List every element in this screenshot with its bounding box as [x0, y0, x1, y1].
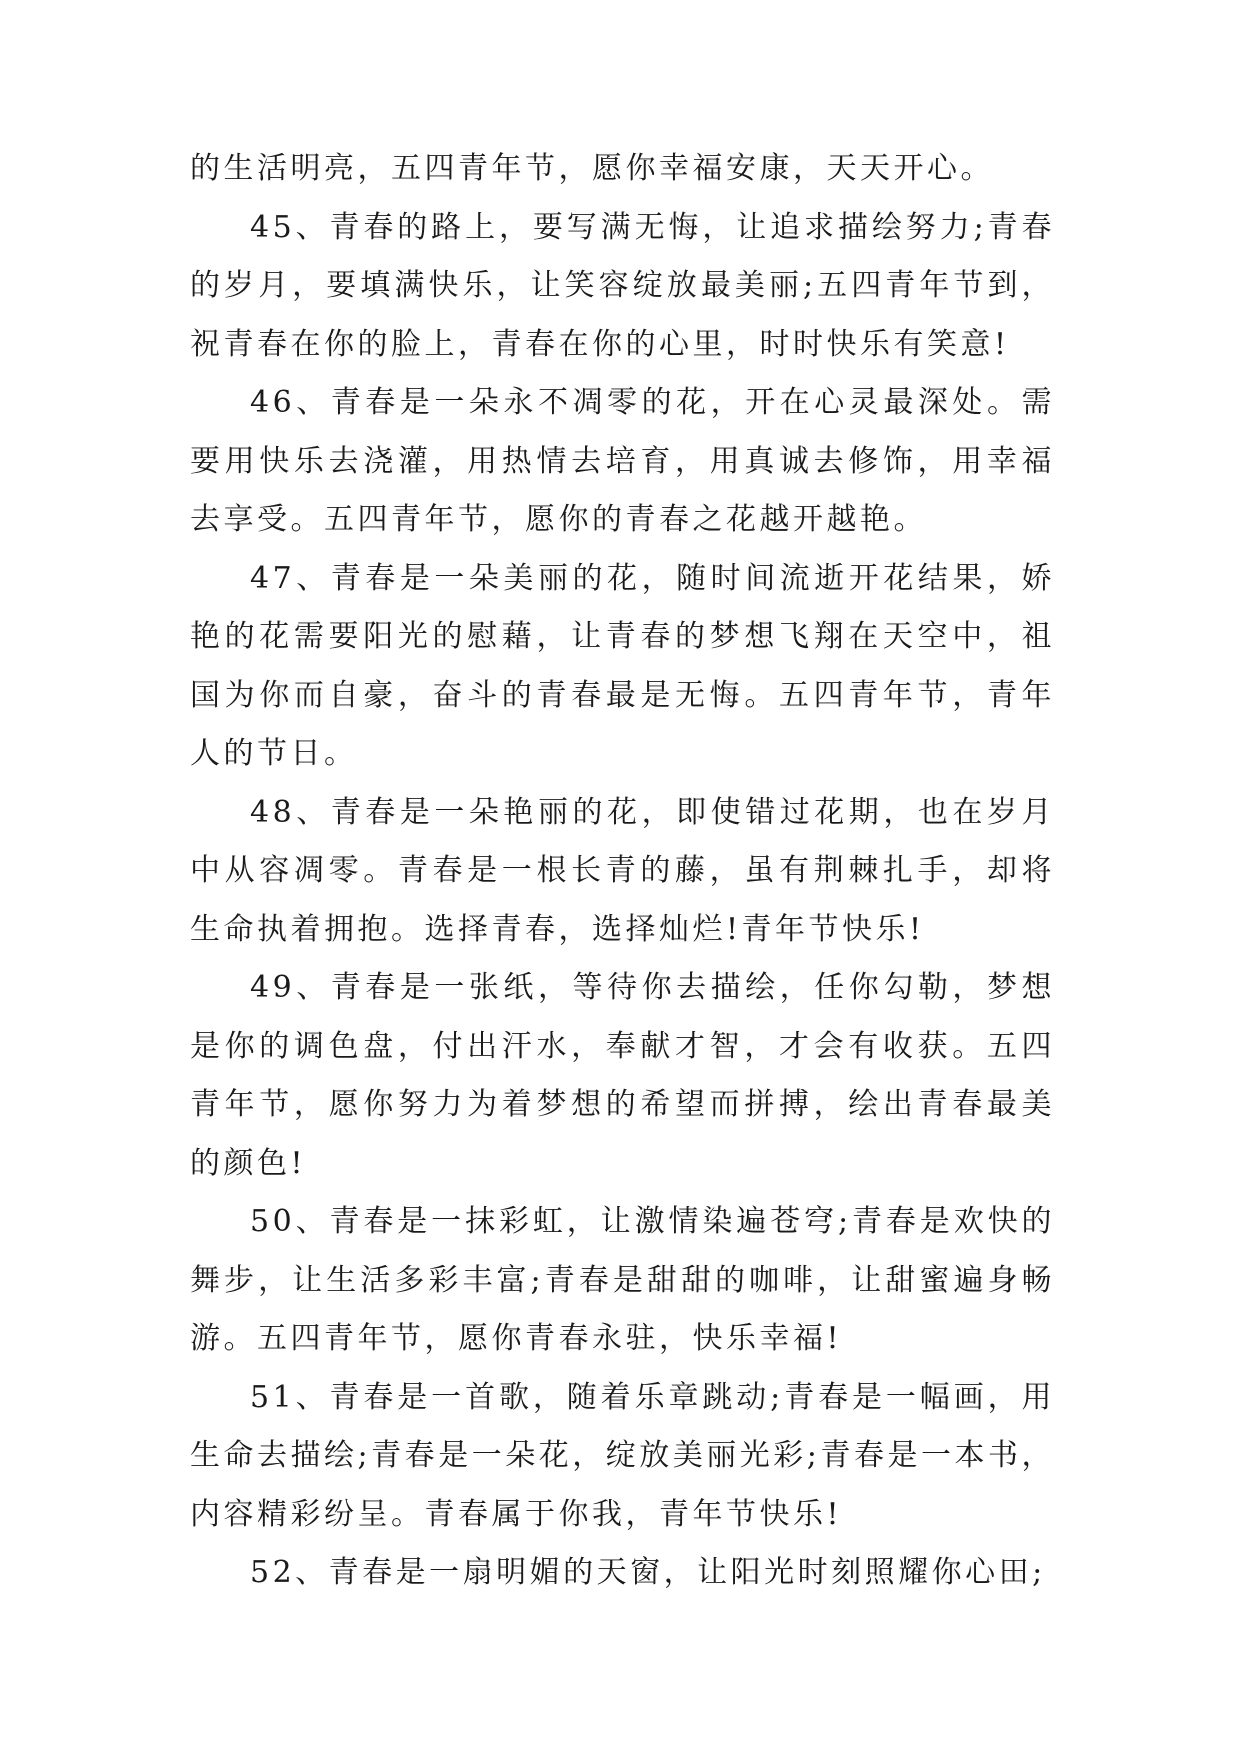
paragraph-47: 47、青春是一朵美丽的花，随时间流逝开花结果，娇艳的花需要阳光的慰藉，让青春的梦想飞翔在天空中，祖国为你而自豪，奋斗的青春最是无悔。五四青年节，青年人的节日。: [190, 560, 1055, 771]
paragraph-48: 48、青春是一朵艳丽的花，即使错过花期，也在岁月中从容凋零。青春是一根长青的藤，虽有荆棘扎手，却将生命执着拥抱。选择青春，选择灿烂!青年节快乐!: [190, 794, 1055, 947]
paragraph-continuation: 的生活明亮，五四青年节，愿你幸福安康，天天开心。: [190, 151, 994, 186]
paragraph-46: 46、青春是一朵永不凋零的花，开在心灵最深处。需要用快乐去浇灌，用热情去培育，用真诚去修饰，用幸福去享受。五四青年节，愿你的青春之花越开越艳。: [190, 385, 1055, 537]
document-page: [190, 140, 1055, 1603]
paragraph-51: 51、青春是一首歌，随着乐章跳动;青春是一幅画，用生命去描绘;青春是一朵花，绽放美丽光彩;青春是一本书，内容精彩纷呈。青春属于你我，青年节快乐!: [190, 1379, 1055, 1532]
paragraph-50: 50、青春是一抹彩虹，让激情染遍苍穹;青春是欢快的舞步，让生活多彩丰富;青春是甜甜的咖啡，让甜蜜遍身畅游。五四青年节，愿你青春永驻，快乐幸福!: [190, 1204, 1055, 1356]
paragraph-49: 49、青春是一张纸，等待你去描绘，任你勾勒，梦想是你的调色盘，付出汗水，奉献才智，才会有收获。五四青年节，愿你努力为着梦想的希望而拼搏，绘出青春最美的颜色!: [190, 970, 1055, 1181]
paragraph-52: 52、青春是一扇明媚的天窗，让阳光时刻照耀你心田;: [250, 1555, 1046, 1590]
paragraph-45: 45、青春的路上，要写满无悔，让追求描绘努力;青春的岁月，要填满快乐，让笑容绽放最美丽;五四青年节到，祝青春在你的脸上，青春在你的心里，时时快乐有笑意!: [190, 209, 1055, 362]
